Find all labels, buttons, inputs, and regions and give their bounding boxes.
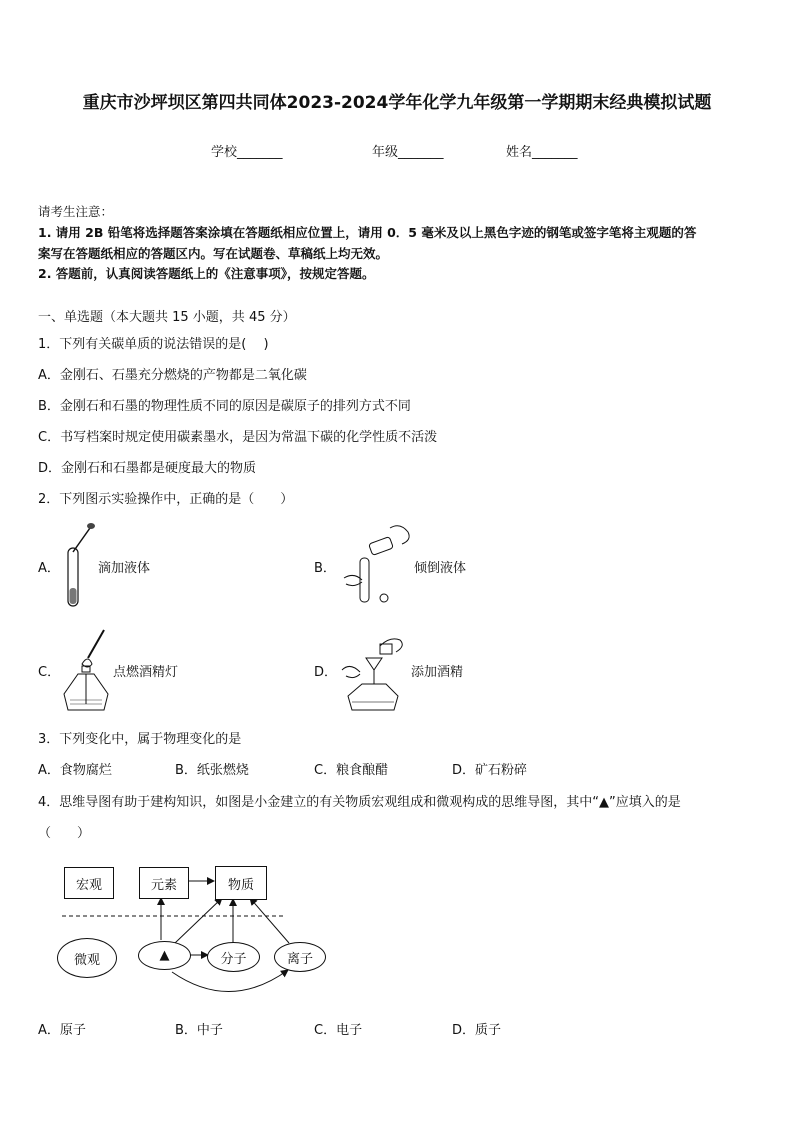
q4-option-d[interactable]: D．质子 <box>452 1023 502 1038</box>
page-title: 重庆市沙坪坝区第四共同体2023-2024学年化学九年级第一学期期末经典模拟试题 <box>82 93 712 113</box>
name-field[interactable]: 姓名_______ <box>506 145 578 160</box>
micro-ellipse: 微观 <box>57 938 117 978</box>
q2-stem: 2．下列图示实验操作中，正确的是（ ） <box>38 492 294 507</box>
q4-stem: 4．思维导图有助于建构知识，如图是小金建立的有关物质宏观组成和微观构成的思维导图，其中“▲”应填入的是 <box>38 795 681 810</box>
q1-stem: 1．下列有关碳单质的说法错误的是( ) <box>38 337 269 352</box>
school-field[interactable]: 学校_______ <box>211 145 283 160</box>
notice-line-2: 案写在答题纸相应的答题区内。写在试题卷、草稿纸上均无效。 <box>38 246 389 261</box>
molecule-ellipse: 分子 <box>207 942 260 972</box>
q1-option-c[interactable]: C．书写档案时规定使用碳素墨水，是因为常温下碳的化学性质不活泼 <box>38 430 438 445</box>
q1-option-b[interactable]: B．金刚石和石墨的物理性质不同的原因是碳原子的排列方式不同 <box>38 399 411 414</box>
q3-option-b[interactable]: B．纸张燃烧 <box>175 763 249 778</box>
notice-line-1: 1. 请用 2B 铅笔将选择题答案涂填在答题纸相应位置上，请用 0．5 毫米及以上黑色字迹的钢笔或签字笔将主观题的答 <box>38 225 697 240</box>
q2-option-c-text: 点燃酒精灯 <box>113 665 179 680</box>
q2-option-d-text: 添加酒精 <box>411 665 464 680</box>
grade-field[interactable]: 年级_______ <box>372 145 444 160</box>
q4-option-b[interactable]: B．中子 <box>175 1023 223 1038</box>
element-box: 元素 <box>139 867 189 899</box>
section-heading: 一、单选题（本大题共 15 小题，共 45 分） <box>38 310 296 325</box>
substance-box: 物质 <box>215 866 267 900</box>
q4-stem-paren: （ ） <box>38 826 91 841</box>
q3-option-a[interactable]: A．食物腐烂 <box>38 763 112 778</box>
q2-option-a-text: 滴加液体 <box>98 561 151 576</box>
q3-option-c[interactable]: C．粮食酿醋 <box>314 763 389 778</box>
q1-option-d[interactable]: D．金刚石和石墨都是硬度最大的物质 <box>38 461 257 476</box>
q2-option-c-letter[interactable]: C． <box>38 665 61 680</box>
q1-option-a[interactable]: A．金刚石、石墨充分燃烧的产物都是二氧化碳 <box>38 368 307 383</box>
macro-box: 宏观 <box>64 867 114 899</box>
triangle-ellipse: ▲ <box>138 941 191 970</box>
q2-option-b-text: 倾倒液体 <box>414 561 467 576</box>
q3-option-d[interactable]: D．矿石粉碎 <box>452 763 528 778</box>
q2-option-a-letter[interactable]: A． <box>38 561 60 576</box>
notice-heading: 请考生注意： <box>38 204 114 219</box>
notice-line-3: 2. 答题前，认真阅读答题纸上的《注意事项》，按规定答题。 <box>38 266 375 281</box>
q2-option-b-letter[interactable]: B． <box>314 561 336 576</box>
ion-ellipse: 离子 <box>274 942 326 972</box>
q2-option-d-letter[interactable]: D． <box>314 665 338 680</box>
q3-stem: 3．下列变化中，属于物理变化的是 <box>38 732 242 747</box>
q4-option-a[interactable]: A．原子 <box>38 1023 86 1038</box>
q4-option-c[interactable]: C．电子 <box>314 1023 363 1038</box>
